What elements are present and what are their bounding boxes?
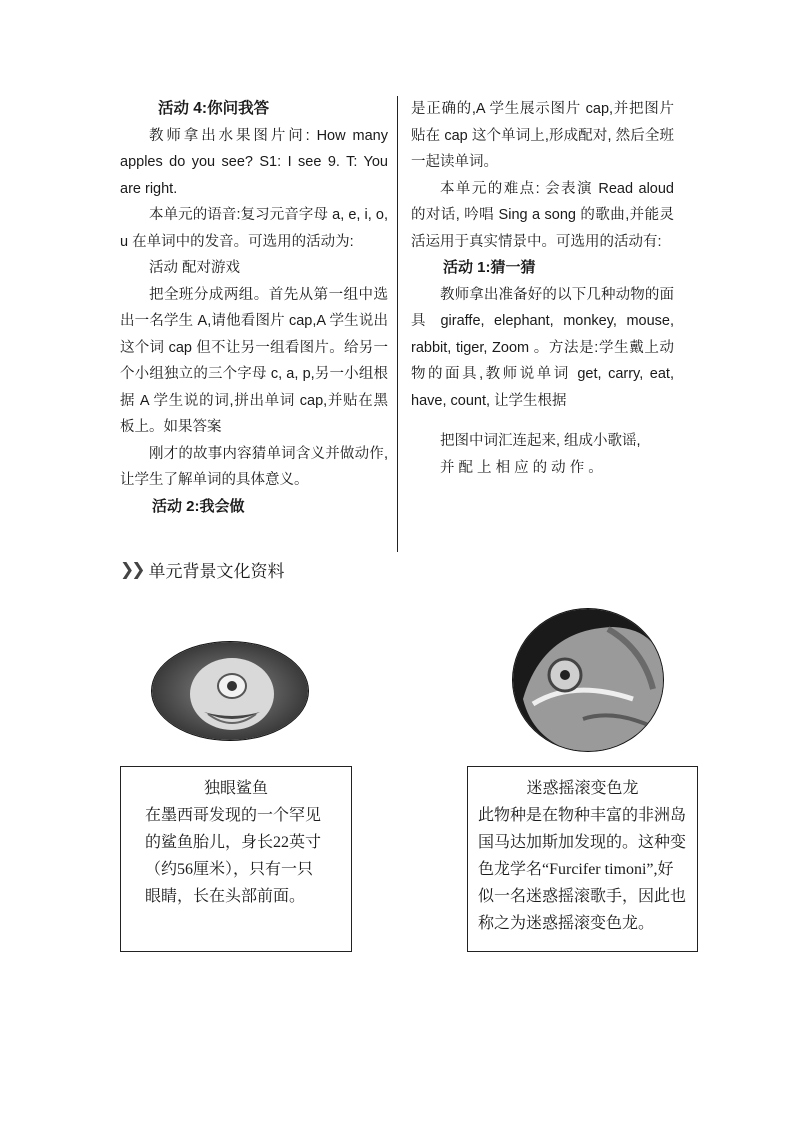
shark-photo xyxy=(151,641,309,741)
matching-game-text: 把全班分成两组。首先从第一组中选出一名学生 A,请他看图片 cap,A 学生说出这个词 cap 但不让另一组看图片。给另一个小组独立的三个字母 c, a, p,另一小组根据 A 学生说的词,拼出单词 cap,并贴在黑板上。如果答案 xyxy=(120,286,388,435)
activity-2-heading: 活动 2:我会做 xyxy=(152,497,245,515)
chameleon-info-card xyxy=(467,766,698,952)
right-column xyxy=(411,96,674,481)
difficulty-text: 本单元的难点: 会表演 Read aloud 的对话, 吟唱 Sing a song 的歌曲,并能灵活运用于真实情景中。可选用的活动有: xyxy=(411,180,674,250)
activity-4-text: 教师拿出水果图片问: How many apples do you see? S1: I see 9. T: You are right. xyxy=(120,127,388,197)
column-divider xyxy=(397,96,398,552)
matching-continued-text: 是正确的,A 学生展示图片 cap,并把图片贴在 cap 这个单词上,形成配对, 然后全班一起读单词。 xyxy=(411,101,674,170)
chameleon-photo xyxy=(512,608,664,752)
shark-card-title: 独眼鲨鱼 xyxy=(203,780,268,797)
story-guess-text: 刚才的故事内容猜单词含义并做动作,让学生了解单词的具体意义。 xyxy=(120,445,388,488)
activity-4-heading: 活动 4:你问我答 xyxy=(158,100,270,117)
section-title-text: 单元背景文化资料 xyxy=(148,562,285,581)
action-text: 并 配 上 相 应 的 动 作 。 xyxy=(440,459,603,476)
chameleon-card-text: 此物种是在物种丰富的非洲岛国马达加斯加发现的。这种变色龙学名“Furcifer timoni”,好似一名迷惑摇滚歌手，因此也称之为迷惑摇滚变色龙。 xyxy=(478,807,687,932)
song-text: 把图中词汇连起来, 组成小歌谣, xyxy=(440,433,641,449)
matching-game-heading: 活动 配对游戏 xyxy=(149,260,241,276)
activity-1-text: 教师拿出准备好的以下几种动物的面具 giraffe, elephant, monkey, mouse, rabbit, tiger, Zoom 。方法是:学生戴上动物的面具,教师说单词 get, carry, eat, have, count, 让学生根据 xyxy=(411,286,674,409)
activity-1-heading: 活动 1:猜一猜 xyxy=(443,259,536,276)
double-chevron-icon: ❯❯ xyxy=(120,559,143,579)
left-column xyxy=(120,96,388,520)
shark-info-card xyxy=(120,766,352,952)
phonics-text: 本单元的语音:复习元音字母 a, e, i, o, u 在单词中的发音。可选用的活动为: xyxy=(120,207,388,250)
chameleon-card-title: 迷惑摇滚变色龙 xyxy=(526,780,639,797)
shark-card-text: 在墨西哥发现的一个罕见的鲨鱼胎儿，身长22英寸（约56厘米），只有一只眼睛，长在头部前面。 xyxy=(145,807,322,905)
section-title xyxy=(120,557,285,582)
